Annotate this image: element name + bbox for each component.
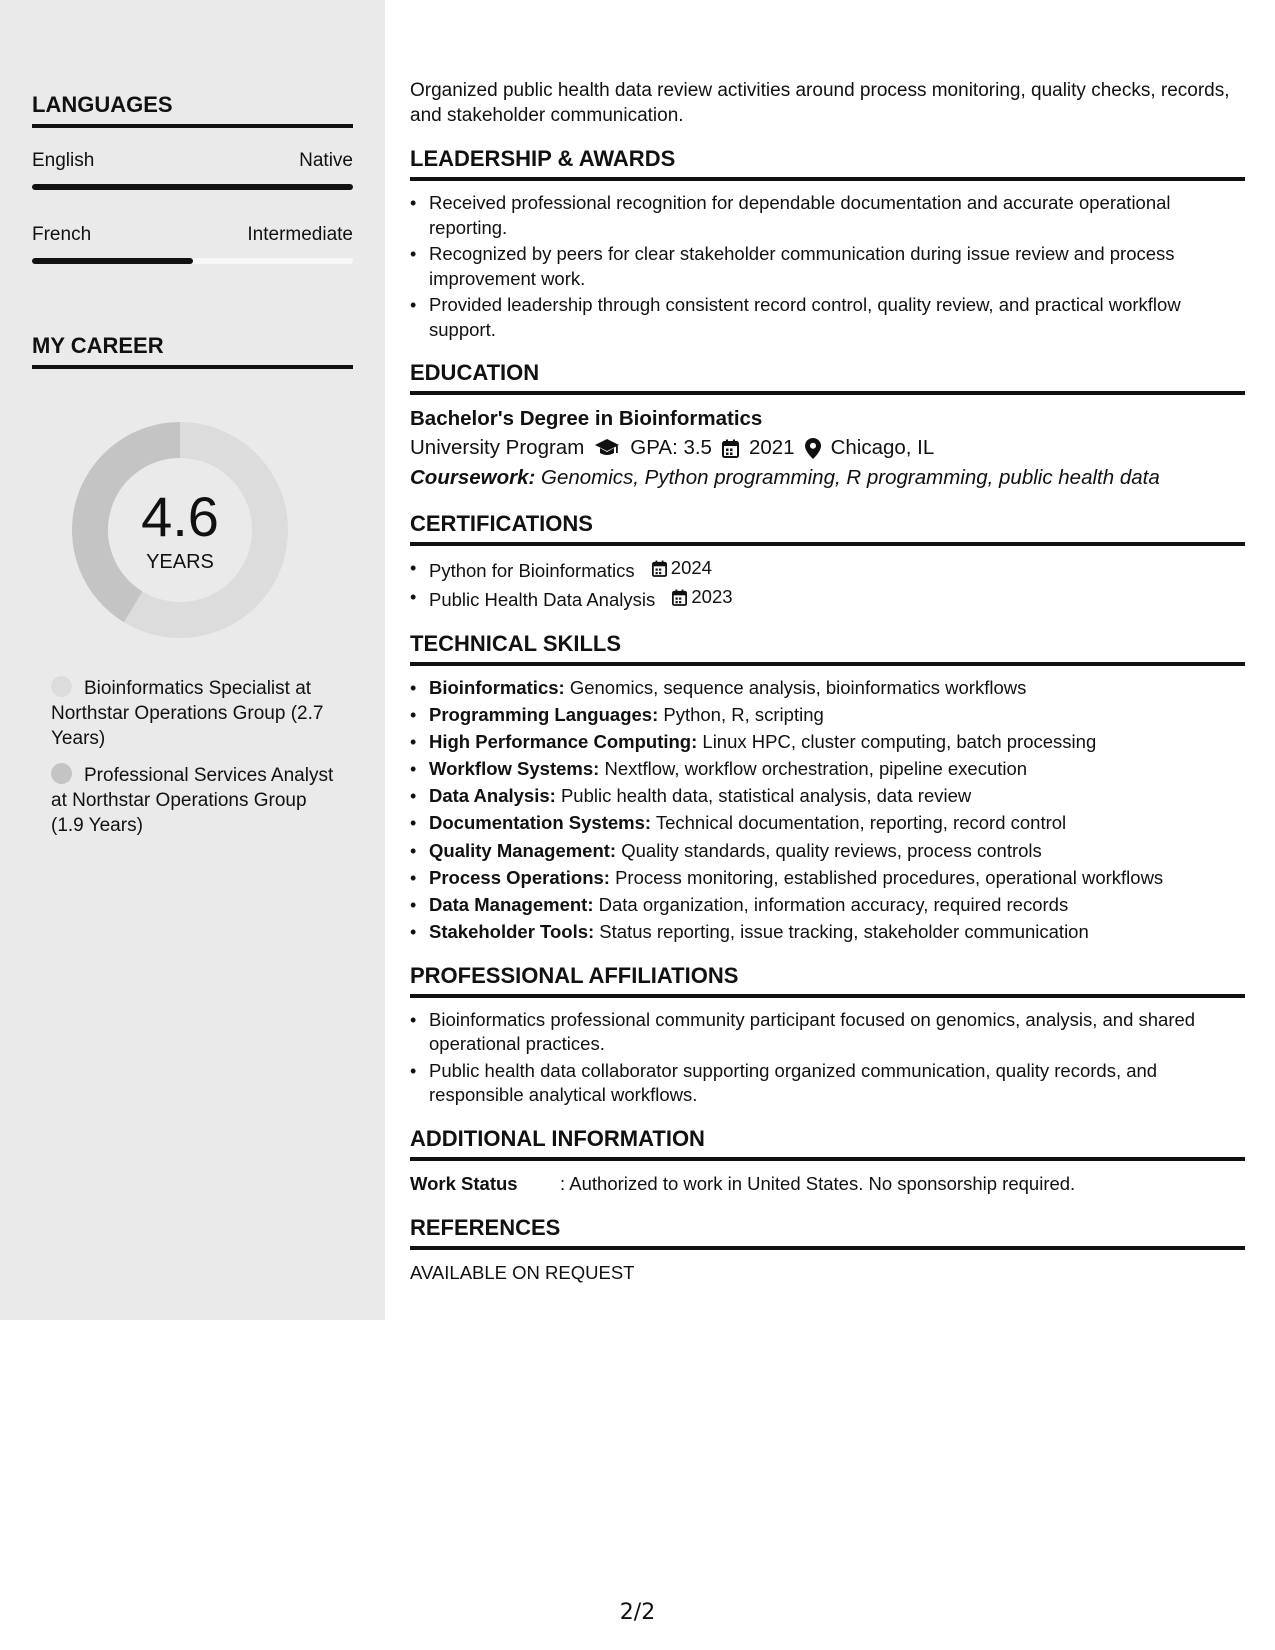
career-item <box>51 763 341 838</box>
coursework-value: Genomics, Python programming, R programming, public health data <box>541 466 1160 489</box>
education-location: Chicago, IL <box>830 436 935 459</box>
calendar-icon <box>652 560 667 577</box>
language-bar-english <box>32 184 353 190</box>
language-name: French <box>32 224 92 245</box>
career-donut-chart <box>66 416 294 644</box>
intro-text: Organized public health data review activities around process monitoring, quality checks, records, and stakeholder communication. <box>410 80 1230 126</box>
education-heading: EDUCATION <box>410 360 1245 395</box>
education-year: 2021 <box>748 436 795 459</box>
graduation-cap-icon <box>594 438 620 458</box>
work-status-row <box>410 1171 1245 1197</box>
references-text: AVAILABLE ON REQUEST <box>410 1261 635 1283</box>
language-row-english <box>32 150 353 172</box>
skill-item <box>410 676 1245 701</box>
skill-value: Linux HPC, cluster computing, batch processing <box>702 730 1097 752</box>
language-level: Intermediate <box>247 224 353 245</box>
certification-year: 2023 <box>691 586 733 608</box>
skill-value: Process monitoring, established procedures, operational workflows <box>615 866 1164 888</box>
skill-label: Documentation Systems: <box>429 812 652 834</box>
skill-value: Technical documentation, reporting, record control <box>655 812 1067 834</box>
skill-item <box>410 893 1245 918</box>
skill-item <box>410 703 1245 728</box>
career-legend <box>51 676 341 850</box>
skill-value: Genomics, sequence analysis, bioinformatics workflows <box>569 676 1027 698</box>
legend-dot <box>51 763 72 784</box>
calendar-icon <box>722 439 739 458</box>
skill-value: Status reporting, issue tracking, stakeholder communication <box>599 921 1089 943</box>
skill-label: Programming Languages: <box>429 703 659 725</box>
list-item <box>410 556 1245 583</box>
language-level: Native <box>299 150 353 171</box>
main-content <box>410 78 1245 1286</box>
list-item <box>410 585 1245 612</box>
language-bar-fill <box>32 184 353 190</box>
work-status-label: Work Status <box>410 1172 518 1194</box>
skills-list <box>410 676 1245 945</box>
skill-item <box>410 730 1245 755</box>
skill-item <box>410 839 1245 864</box>
education-gpa: GPA: 3.5 <box>630 436 712 459</box>
certification-year: 2024 <box>670 557 712 578</box>
list-item: • Received professional recognition for dependable documentation and accurate operational reporting. <box>410 191 1245 240</box>
education-meta <box>410 433 1245 463</box>
skill-item <box>410 757 1245 782</box>
career-item-label: Professional Services Analyst at Northstar Operations Group (1.9 Years) <box>51 765 334 836</box>
skill-value: Public health data, statistical analysis, data review <box>560 785 972 807</box>
skill-label: Stakeholder Tools: <box>429 921 595 943</box>
skill-label: High Performance Computing: <box>429 730 698 752</box>
skill-label: Quality Management: <box>429 839 617 861</box>
language-bar-fill <box>32 258 193 264</box>
skill-value: Quality standards, quality reviews, process controls <box>621 839 1042 861</box>
career-item-label: Bioinformatics Specialist at Northstar Operations Group (2.7 Years) <box>51 678 324 749</box>
affiliations-heading: PROFESSIONAL AFFILIATIONS <box>410 963 1245 998</box>
skill-value: Data organization, information accuracy, required records <box>598 894 1069 915</box>
education-degree: Bachelor's Degree in Bioinformatics <box>410 407 763 430</box>
leadership-heading: LEADERSHIP & AWARDS <box>410 146 1245 181</box>
skill-label: Process Operations: <box>429 866 610 888</box>
skill-value: Python, R, scripting <box>663 703 824 725</box>
career-total-unit: YEARS <box>146 551 214 573</box>
list-item: • Provided leadership through consistent record control, quality review, and practical workflow support. <box>410 293 1245 342</box>
languages-heading: LANGUAGES <box>32 92 353 128</box>
skill-item <box>410 784 1245 809</box>
skill-item <box>410 920 1245 945</box>
education-coursework <box>410 463 1245 493</box>
certifications-heading: CERTIFICATIONS <box>410 511 1245 546</box>
calendar-icon <box>672 589 687 606</box>
career-item <box>51 676 341 751</box>
career-heading: MY CAREER <box>32 333 353 369</box>
references-heading: REFERENCES <box>410 1215 1245 1250</box>
sidebar <box>0 0 385 1320</box>
list-item: • Public health data collaborator supporting organized communication, quality records, and responsible analytical workflows. <box>410 1059 1245 1108</box>
language-bar-french <box>32 258 353 264</box>
education-school: University Program <box>410 436 585 459</box>
skill-label: Bioinformatics: <box>429 676 565 698</box>
career-section <box>32 333 353 369</box>
skill-item <box>410 866 1245 891</box>
coursework-label: Coursework: <box>410 466 536 489</box>
additional-info-heading: ADDITIONAL INFORMATION <box>410 1126 1245 1161</box>
certifications-list <box>410 556 1245 613</box>
map-pin-icon <box>805 438 821 459</box>
certification-name: Python for Bioinformatics <box>429 559 635 581</box>
skill-label: Data Management: <box>429 894 594 915</box>
list-item: • Bioinformatics professional community participant focused on genomics, analysis, and shared operational practices. <box>410 1008 1245 1057</box>
leadership-list <box>410 191 1245 342</box>
certification-name: Public Health Data Analysis <box>429 589 656 610</box>
affiliations-list <box>410 1008 1245 1108</box>
list-item: • Recognized by peers for clear stakeholder communication during issue review and process improvement work. <box>410 242 1245 291</box>
skill-item <box>410 811 1245 836</box>
page-number: 2/2 <box>619 1600 656 1625</box>
legend-dot <box>51 676 72 697</box>
skill-label: Data Analysis: <box>429 785 556 807</box>
language-row-french <box>32 224 353 246</box>
skill-value: Nextflow, workflow orchestration, pipeline execution <box>604 758 1028 780</box>
work-status-value: : Authorized to work in United States. No sponsorship required. <box>560 1172 1076 1194</box>
skills-heading: TECHNICAL SKILLS <box>410 631 1245 666</box>
languages-section <box>32 92 353 264</box>
career-total-years: 4.6 <box>141 485 219 548</box>
language-name: English <box>32 150 95 171</box>
skill-label: Workflow Systems: <box>429 758 600 780</box>
